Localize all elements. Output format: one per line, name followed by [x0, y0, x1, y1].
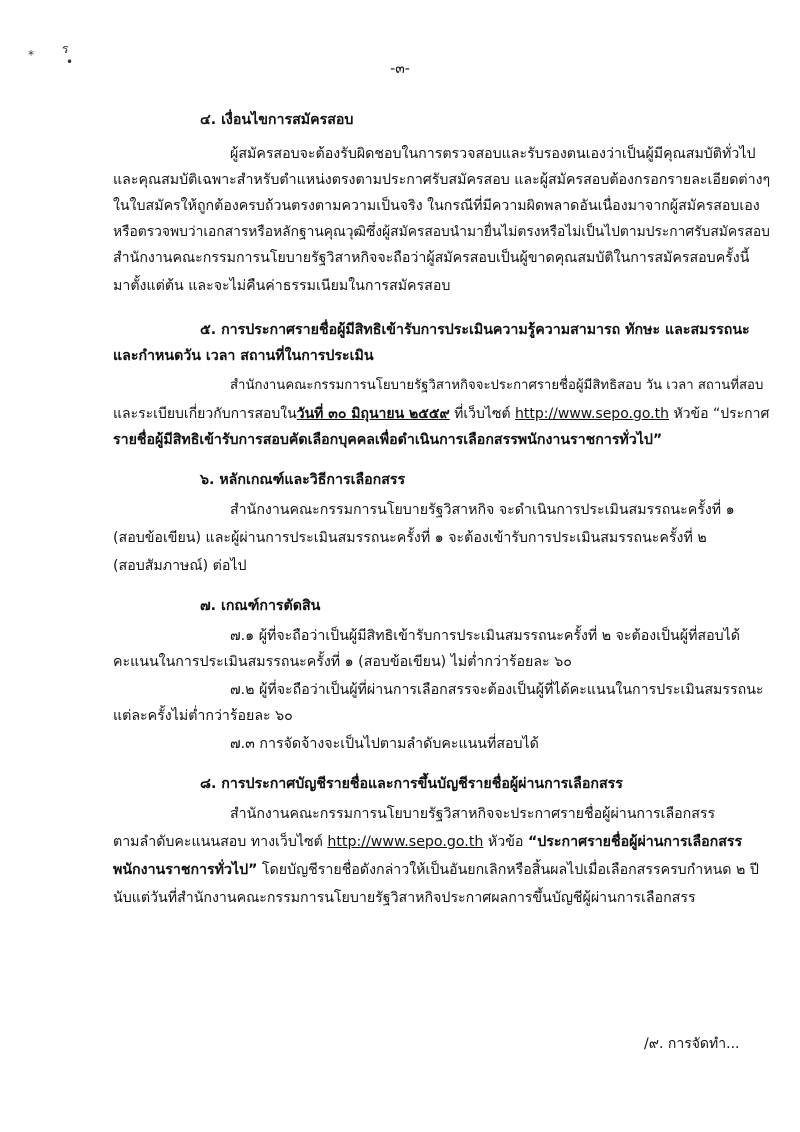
- section-4-line-2: และคุณสมบัติเฉพาะสำหรับตำแหน่งตรงตามประกาศรับสมัครสอบ และผู้สมัครสอบต้องกรอกรายละเอียดต่างๆ: [113, 172, 771, 188]
- section-4-heading: ๔. เงื่อนไขการสมัครสอบ: [200, 112, 354, 128]
- section-8-line-2-text-c: “ประกาศรายชื่อผู้ผ่านการเลือกสรร: [527, 834, 743, 850]
- section-5-line-2-text-c: หัวข้อ “ประกาศ: [669, 406, 770, 422]
- section-6-line-2: (สอบข้อเขียน) และผู้ผ่านการประเมินสมรรถนะครั้งที่ ๑ จะต้องเข้ารับการประเมินสมรรถนะครั้งที่ ๒: [113, 530, 707, 546]
- section-5-line-2: [113, 404, 769, 424]
- section-8-line-2: [113, 832, 742, 852]
- sepo-link-1[interactable]: http://www.sepo.go.th: [515, 406, 669, 422]
- section-8-line-1: สำนักงานคณะกรรมการนโยบายรัฐวิสาหกิจจะประกาศรายชื่อผู้ผ่านการเลือกสรร: [230, 806, 716, 822]
- section-5-line-2-text-b: ที่เว็บไซต์: [449, 406, 515, 422]
- section-5-heading-1: ๕. การประกาศรายชื่อผู้มีสิทธิเข้ารับการประเมินความรู้ความสามารถ ทักษะ และสมรรถนะ: [200, 322, 750, 338]
- section-5-line-2-text-a: และระเบียบเกี่ยวกับการสอบใน: [113, 406, 297, 422]
- sepo-link-2[interactable]: http://www.sepo.go.th: [327, 834, 484, 850]
- section-6-line-1: สำนักงานคณะกรรมการนโยบายรัฐวิสาหกิจ จะดำเนินการประเมินสมรรถนะครั้งที่ ๑: [230, 502, 735, 518]
- section-8-line-3: [113, 860, 759, 880]
- section-7-heading: ๗. เกณฑ์การตัดสิน: [200, 598, 321, 614]
- scan-mark-3: •: [66, 55, 74, 69]
- section-4-line-4: หรือตรวจพบว่าเอกสารหรือหลักฐานคุณวุฒิซึ่งผู้สมัครสอบนำมายื่นไม่ตรงหรือไม่เป็นไปตามประกาศรับสมัครสอบ: [113, 224, 770, 240]
- section-8-line-4: นับแต่วันที่สำนักงานคณะกรรมการนโยบายรัฐวิสาหกิจประกาศผลการขึ้นบัญชีผู้ผ่านการเลือกสรร: [113, 890, 696, 906]
- section-8-line-2-text-a: ตามลำดับคะแนนสอบ ทางเว็บไซต์: [113, 834, 328, 850]
- section-7-line-2: คะแนนในการประเมินสมรรถนะครั้งที่ ๑ (สอบข้อเขียน) ไม่ต่ำกว่าร้อยละ ๖๐: [113, 654, 572, 670]
- section-7-line-4: แต่ละครั้งไม่ต่ำกว่าร้อยละ ๖๐: [113, 708, 293, 724]
- section-6-heading: ๖. หลักเกณฑ์และวิธีการเลือกสรร: [200, 472, 406, 488]
- section-4-line-5: สำนักงานคณะกรรมการนโยบายรัฐวิสาหกิจจะถือว่าผู้สมัครสอบเป็นผู้ขาดคุณสมบัติในการสมัครสอบครั้งนี้: [113, 250, 750, 266]
- section-6-line-3: (สอบสัมภาษณ์) ต่อไป: [113, 558, 247, 574]
- section-4-line-3: ในใบสมัครให้ถูกต้องครบถ้วนตรงตามความเป็นจริง ในกรณีที่มีความผิดพลาดอันเนื่องมาจากผู้สมัครสอบเอง: [113, 198, 760, 214]
- section-8-heading: ๘. การประกาศบัญชีรายชื่อและการขึ้นบัญชีรายชื่อผู้ผ่านการเลือกสรร: [200, 776, 623, 792]
- section-5-heading-2: และกำหนดวัน เวลา สถานที่ในการประเมิน: [113, 348, 374, 364]
- section-7-line-3: ๗.๒ ผู้ที่จะถือว่าเป็นผู้ที่ผ่านการเลือกสรรจะต้องเป็นผู้ที่ได้คะแนนในการประเมินสมรรถนะ: [230, 682, 764, 698]
- scan-mark-2: *: [28, 48, 34, 62]
- section-7-line-1: ๗.๑ ผู้ที่จะถือว่าเป็นผู้มีสิทธิเข้ารับการประเมินสมรรถนะครั้งที่ ๒ จะต้องเป็นผู้ที่สอบได้: [230, 628, 740, 644]
- section-8-line-2-text-b: หัวข้อ: [483, 834, 528, 850]
- section-8-line-3-text-b: โดยบัญชีรายชื่อดังกล่าวให้เป็นอันยกเลิกหรือสิ้นผลไปเมื่อเลือกสรรครบกำหนด ๒ ปี: [257, 862, 759, 878]
- section-4-line-1: ผู้สมัครสอบจะต้องรับผิดชอบในการตรวจสอบและรับรองตนเองว่าเป็นผู้มีคุณสมบัติทั่วไป: [230, 146, 756, 162]
- section-7-line-5: ๗.๓ การจัดจ้างจะเป็นไปตามลำดับคะแนนที่สอบได้: [230, 736, 539, 752]
- exam-date: วันที่ ๓๐ มิถุนายน ๒๕๕๙: [296, 406, 450, 422]
- scan-mark-1: ร: [62, 42, 69, 56]
- page-number: -๓-: [390, 61, 410, 77]
- section-4-line-6: มาตั้งแต่ต้น และจะไม่คืนค่าธรรมเนียมในการสมัครสอบ: [113, 278, 451, 294]
- section-5-line-3: รายชื่อผู้มีสิทธิเข้ารับการสอบคัดเลือกบุคคลเพื่อดำเนินการเลือกสรรพนักงานราชการทั่วไป”: [113, 432, 663, 448]
- section-5-line-1: สำนักงานคณะกรรมการนโยบายรัฐวิสาหกิจจะประกาศรายชื่อผู้มีสิทธิสอบ วัน เวลา สถานที่สอบ: [230, 378, 764, 393]
- section-8-line-3-text-a: พนักงานราชการทั่วไป”: [113, 862, 258, 878]
- continuation-footer: /๙. การจัดทำ...: [644, 1036, 740, 1052]
